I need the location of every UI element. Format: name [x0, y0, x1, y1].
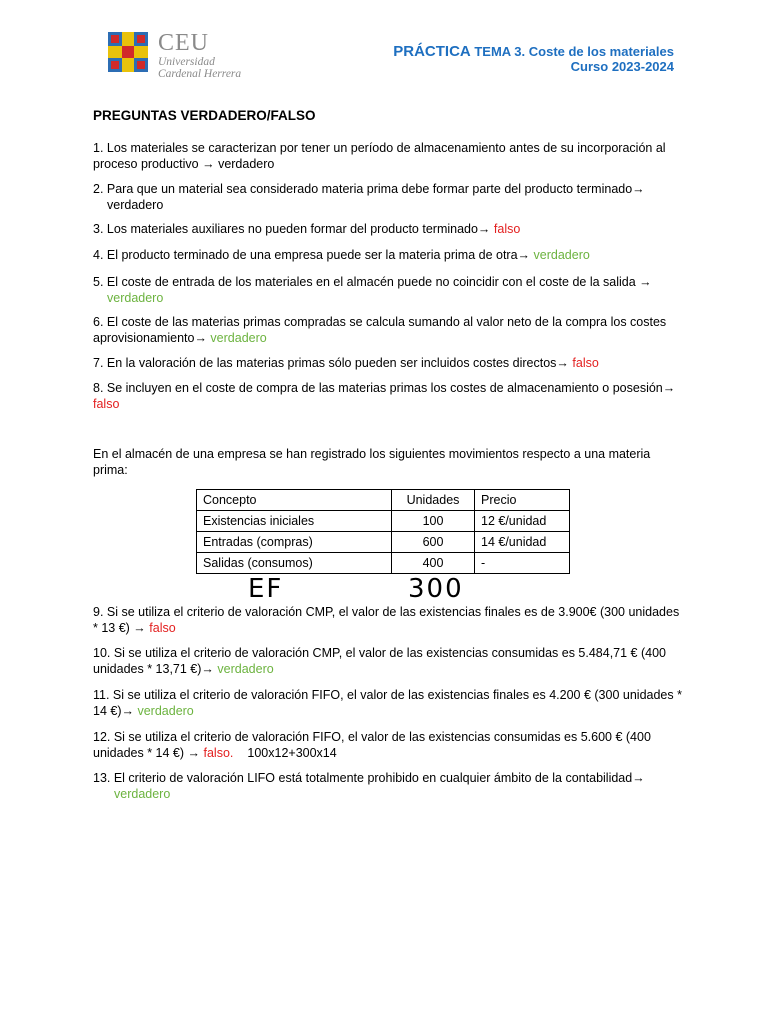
question-text: 3. Los materiales auxiliares no pueden formar del producto terminado→ — [93, 222, 494, 236]
table-header: Concepto — [197, 490, 392, 511]
logo-brand: CEU — [158, 30, 209, 56]
question-text: 4. El producto terminado de una empresa puede ser la materia prima de otra→ — [93, 248, 534, 262]
table-row — [197, 532, 570, 553]
question-10 — [93, 645, 683, 677]
table-row — [197, 511, 570, 532]
logo-line1: Universidad — [158, 56, 215, 68]
ceu-cross-icon — [108, 32, 148, 72]
table-cell: 100 — [392, 511, 475, 532]
intro-paragraph: En el almacén de una empresa se han registrado los siguientes movimientos respecto a una materia prima: — [93, 447, 651, 477]
question-5 — [93, 274, 683, 306]
answer: verdadero — [217, 662, 274, 676]
table-cell: - — [475, 553, 570, 574]
answer: falso. — [203, 746, 234, 760]
answer: verdadero — [114, 787, 171, 801]
question-text: 2. Para que un material sea considerado materia prima debe formar parte del producto terminado→ — [93, 182, 645, 196]
question-6 — [93, 314, 683, 346]
question-text: 11. Si se utiliza el criterio de valoración FIFO, el valor de las existencias finales es 4.200 € (300 unidades * 14 €)→ — [93, 688, 682, 718]
table-header: Unidades — [392, 490, 475, 511]
question-text: 13. El criterio de valoración LIFO está totalmente prohibido en cualquier ámbito de la contabilidad→ — [93, 771, 645, 785]
table-row — [197, 553, 570, 574]
question-7 — [93, 355, 683, 371]
question-3 — [93, 221, 683, 237]
question-8 — [93, 380, 683, 412]
table-cell: 600 — [392, 532, 475, 553]
question-text: 8. Se incluyen en el coste de compra de las materias primas los costes de almacenamiento o posesión→ — [93, 381, 676, 395]
answer: verdadero — [533, 248, 590, 262]
table-header: Precio — [475, 490, 570, 511]
question-text: 12. Si se utiliza el criterio de valoración FIFO, el valor de las existencias consumidas es 5.600 € (400 unidades * 14 €) → — [93, 730, 651, 760]
document-header — [393, 44, 674, 74]
question-text: 6. El coste de las materias primas compradas se calcula sumando al valor neto de la compra los costes aprovisionamiento→ — [93, 315, 667, 345]
answer: verdadero — [137, 704, 194, 718]
answer-note: 100x12+300x14 — [247, 746, 337, 760]
answer: verdadero — [107, 291, 164, 305]
question-4 — [93, 247, 683, 263]
question-text: 9. Si se utiliza el criterio de valoración CMP, el valor de las existencias finales es de 3.900€ (300 unidades * 13 €) → — [93, 605, 680, 635]
handwritten-300: 300 — [408, 574, 464, 604]
course-year: Curso 2023-2024 — [570, 59, 674, 74]
answer: verdadero — [107, 198, 164, 212]
question-1 — [93, 140, 683, 172]
movements-table — [196, 489, 570, 574]
question-12 — [93, 729, 683, 761]
question-text: 7. En la valoración de las materias primas sólo pueden ser incluidos costes directos→ — [93, 356, 573, 370]
table-cell: 12 €/unidad — [475, 511, 570, 532]
answer: falso — [149, 621, 176, 635]
table-cell: Existencias iniciales — [197, 511, 392, 532]
question-text: 1. Los materiales se caracterizan por tener un período de almacenamiento antes de su incorporación al proceso productivo → — [93, 141, 666, 171]
question-text: 10. Si se utiliza el criterio de valoración CMP, el valor de las existencias consumidas es 5.484,71 € (400 unidades * 13,71 €)→ — [93, 646, 666, 676]
answer: falso — [93, 397, 120, 411]
practice-word: PRÁCTICA — [393, 43, 471, 60]
logo-line2: Cardenal Herrera — [158, 68, 242, 80]
university-logo — [108, 30, 258, 82]
question-text: 5. El coste de entrada de los materiales en el almacén puede no coincidir con el coste de la salida → — [93, 275, 652, 289]
answer: falso — [572, 356, 599, 370]
question-2 — [93, 181, 683, 213]
question-9 — [93, 604, 683, 636]
practice-title: TEMA 3. Coste de los materiales — [470, 44, 674, 59]
table-cell: Salidas (consumos) — [197, 553, 392, 574]
question-13 — [93, 770, 683, 802]
handwritten-ef: EF — [248, 574, 284, 604]
table-header-row — [197, 490, 570, 511]
table-cell: Entradas (compras) — [197, 532, 392, 553]
answer: falso — [493, 222, 521, 236]
table-cell: 400 — [392, 553, 475, 574]
table-cell: 14 €/unidad — [475, 532, 570, 553]
answer: verdadero — [210, 331, 267, 345]
answer: verdadero — [218, 157, 275, 171]
section-title: PREGUNTAS VERDADERO/FALSO — [93, 108, 316, 123]
question-11 — [93, 687, 683, 719]
